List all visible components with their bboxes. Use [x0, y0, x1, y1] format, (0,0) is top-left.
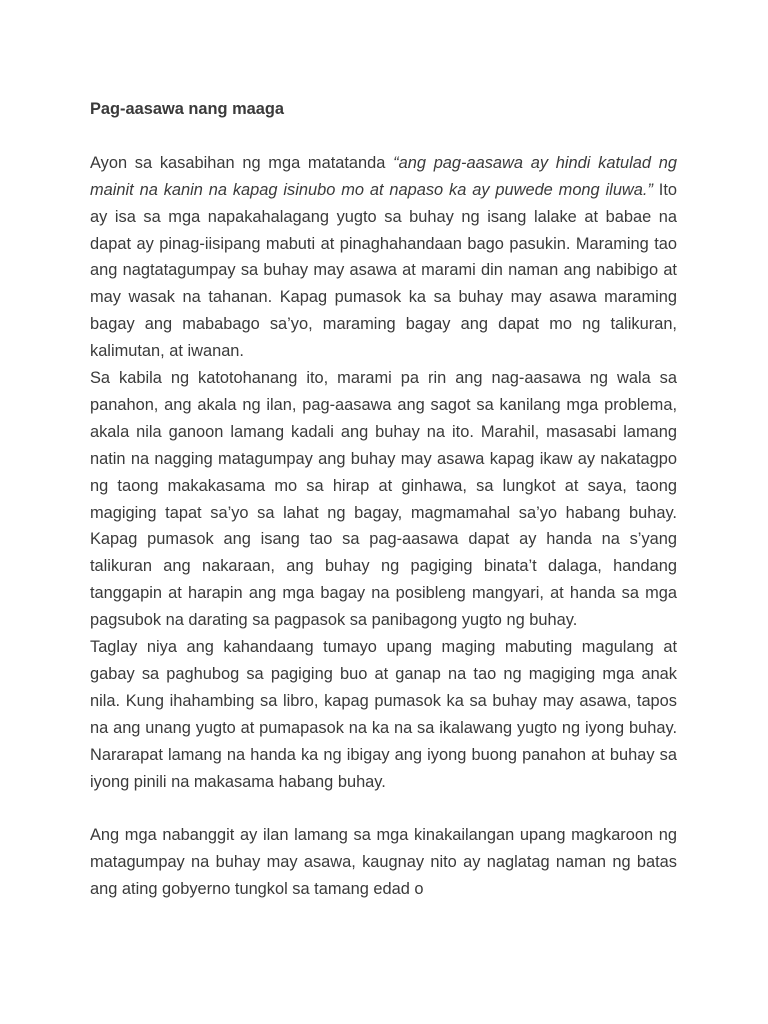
paragraph-1-body: Ito ay isa sa mga napakahalagang yugto sa buhay ng isang lalake at babae na dapat ay pinag-iisipang mabuti at pinaghahandaan bago pasukin. Maraming tao ang nagtatagumpay sa buhay may asawa at marami din naman ang nabibigo at may wasak na tahanan. Kapag pumasok ka sa buhay may asawa maraming bagay ang mababago sa’yo, maraming bagay ang dapat mo ng talikuran, kalimutan, at iwanan. [90, 180, 678, 361]
spacer [90, 123, 677, 150]
document-page [90, 96, 677, 903]
spacer [90, 796, 677, 823]
paragraph-2: Sa kabila ng katotohanang ito, marami pa rin ang nag-aasawa ng wala sa panahon, ang akala ng ilan, pag-aasawa ang sagot sa kanilang mga problema, akala nila ganoon lamang kadali ang buhay na ito. Marahil, masasabi lamang natin na nagging matagumpay ang buhay may asawa kapag ikaw ay nakatagpo ng taong makakasama mo sa hirap at ginhawa, sa lungkot at saya, taong magiging tapat sa’yo sa lahat ng bagay, magmamahal sa’yo habang buhay. Kapag pumasok ang isang tao sa pag-aasawa dapat ay handa na s’yang talikuran ang nakaraan, ang buhay ng pagiging binata’t dalaga, handang tanggapin at harapin ang mga bagay na posibleng mangyari, at handa sa mga pagsubok na darating sa pagpasok sa panibagong yugto ng buhay. [90, 369, 677, 630]
paragraph-4: Ang mga nabanggit ay ilan lamang sa mga kinakailangan upang magkaroon ng matagumpay na buhay may asawa, kaugnay nito ay naglatag naman ng batas ang ating gobyerno tungkol sa tamang edad o [90, 826, 677, 899]
paragraph-1-intro: Ayon sa kasabihan ng mga matatanda [90, 153, 394, 172]
document-title: Pag-aasawa nang maaga [90, 100, 285, 118]
paragraph-3: Taglay niya ang kahandaang tumayo upang maging mabuting magulang at gabay sa paghubog sa pagiging buo at ganap na tao ng magiging mga anak nila. Kung ihahambing sa libro, kapag pumasok ka sa buhay may asawa, tapos na ang unang yugto at pumapasok na ka na sa ikalawang yugto ng iyong buhay. Nararapat lamang na handa ka ng ibigay ang iyong buong panahon at buhay sa iyong pinili na makasama habang buhay. [90, 638, 677, 791]
proverb-quote: “ang pag-aasawa ay hindi katulad ng mainit na kanin na kapag isinubo mo at napaso ka ay puwede mong iluwa.” [90, 153, 677, 199]
paragraph-1 [90, 150, 677, 365]
